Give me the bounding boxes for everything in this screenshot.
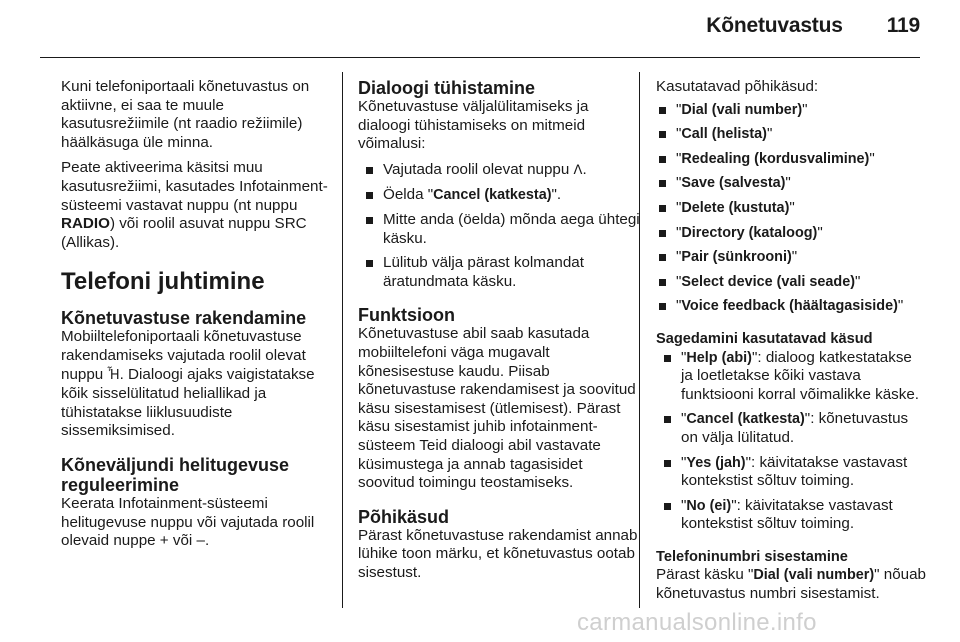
page-header — [706, 14, 920, 38]
list-item: "No (ei)": käivitatakse vastavast kontekstist sõltuv toiming. — [661, 497, 926, 534]
paragraph — [61, 159, 331, 252]
bullet-list — [358, 161, 640, 292]
command-label: No (ei) — [686, 497, 732, 514]
command-label: Pair (sünkrooni) — [681, 249, 792, 266]
command-label: Yes (jah) — [686, 454, 746, 471]
subsection-heading: Põhikäsud — [358, 506, 450, 527]
text: Pärast käsku " — [656, 566, 754, 584]
subsection-heading: Dialoogi tühistamine — [358, 78, 536, 98]
list-item: "Help (abi)": dialoog katkestatakse ja loetletakse kõiki vastava funktsiooni korral võimalikke käske. — [661, 349, 926, 405]
text: " nõuab kõnetuvastus numbri sisestamist. — [656, 566, 926, 603]
list-item: "Call (helista)" — [656, 125, 926, 144]
command-label: Redealing (kordusvalimine) — [681, 150, 870, 167]
end-call-button-icon: ⴷ — [573, 162, 583, 178]
command-label: Select device (vali seade) — [681, 273, 855, 290]
list-item — [363, 186, 640, 205]
text: Mobiiltelefoniportaali kõnetuvastuse rakendamiseks vajutada roolil olevat nuppu — [61, 328, 306, 383]
paragraph: Kõnetuvastuse väljalülitamiseks ja dialoogi tühistamiseks on mitmeid võimalusi: — [358, 98, 589, 153]
list-item: "Dial (vali number)" — [656, 101, 926, 120]
subsection-heading: Sagedamini kasutatavad käsud — [656, 330, 873, 347]
command-label: Delete (kustuta) — [681, 199, 790, 216]
subsection-heading: Kõnetuvastuse rakendamine — [61, 308, 307, 329]
text: : käivitatakse vastavast kontekstist sõltuv toiming. — [681, 496, 893, 533]
command-label: Voice feedback (häältagasiside) — [681, 298, 898, 315]
subsection-heading: Funktsioon — [358, 305, 455, 326]
command-label: Dial (vali number) — [681, 101, 803, 118]
text: Öelda " — [383, 186, 434, 204]
paragraph — [656, 566, 926, 603]
list-item: "Delete (kustuta)" — [656, 199, 926, 218]
paragraph: Pärast kõnetuvastuse rakendamist annab lühike toon märku, et kõnetuvastus ootab sisestust. — [358, 526, 638, 581]
radio-key-label: RADIO — [61, 215, 110, 233]
list-item: "Cancel (katkesta)": kõnetuvastus on välja lülitatud. — [661, 410, 926, 447]
text: : dialoog katkestatakse ja loetletakse kõiki vastava funktsiooni korral võimalikke käske. — [681, 348, 920, 403]
paragraph: Kuni telefoniportaali kõnetuvastus on aktiivne, ei saa te muule kasutusrežiimile (nt raadio režiimile) häälkäsuga üle minna. — [61, 78, 310, 151]
command-label: Help (abi) — [686, 349, 752, 366]
text: : kõnetuvastus on välja lülitatud. — [681, 410, 909, 446]
list-item: Lülitub välja pärast kolmandat äratundmata käsku. — [363, 254, 640, 291]
list-item: "Pair (sünkrooni)" — [656, 248, 926, 267]
text: . Dialoogi ajaks vaigistatakse kõik sisselülitatud heliallikad ja tühistatakse liiklusuudiste sissemiksimised. — [61, 365, 315, 440]
column-divider — [342, 72, 343, 608]
section-heading: Telefoni juhtimine — [61, 268, 265, 296]
list-item: "Redealing (kordusvalimine)" — [656, 150, 926, 169]
paragraph: Keerata Infotainment-süsteemi helitugevuse nuppu või vajutada roolil olevaid nuppe + või –. — [61, 494, 315, 550]
basic-commands-list — [656, 101, 926, 316]
text: Peate aktiveerima käsitsi muu kasutusrežiimi, kasutades Infotainment-süsteemi vastavat nuppu (nt nuppu — [61, 159, 328, 214]
text: Vajutada roolil olevat nuppu — [383, 160, 574, 178]
list-item — [363, 161, 640, 181]
paragraph: Kõnetuvastuse abil saab kasutada mobiiltelefoni väga mugavalt kõnesisestuse kaudu. Piisab kõnetuvastuse rakendamisest ja soovitud käsu sisestamisest (ütlemisest). Pärast käsu sisestamist juhib infotainment-süsteem Teid dialoogi abil vastavate küsimustega ja annab tagasisidet soovitud toimingu teostamiseks. — [358, 325, 636, 492]
list-item: "Select device (vali seade)" — [656, 273, 926, 292]
command-label: Directory (kataloog) — [681, 224, 818, 241]
page-number: 119 — [886, 14, 920, 37]
paragraph — [61, 328, 331, 441]
page-title: Kõnetuvastus — [706, 14, 843, 37]
command-label: Call (helista) — [681, 126, 767, 143]
subsection-heading: Telefoninumbri sisestamine — [656, 548, 848, 565]
list-item: Mitte anda (öelda) mõnda aega ühtegi käsku. — [363, 211, 640, 248]
voice-button-icon: Ἦ — [107, 367, 120, 383]
paragraph: Kasutatavad põhikäsud: — [656, 78, 819, 95]
command-label: Cancel (katkesta) — [433, 187, 552, 204]
list-item: "Yes (jah)": käivitatakse vastavast kontekstist sõltuv toiming. — [661, 454, 926, 491]
list-item: "Directory (kataloog)" — [656, 224, 926, 243]
command-label: Dial (vali number) — [753, 567, 875, 584]
column-2 — [358, 78, 640, 589]
header-rule — [40, 57, 920, 58]
command-label: Cancel (katkesta) — [686, 411, 805, 428]
text: : käivitatakse vastavast kontekstist sõltuv toiming. — [681, 453, 908, 490]
column-1 — [61, 78, 331, 558]
text: ) või roolil asuvat nuppu SRC (Allikas). — [61, 215, 307, 251]
frequent-commands-list — [656, 349, 926, 534]
command-label: Save (salvesta) — [681, 175, 786, 192]
column-3 — [656, 78, 926, 611]
text: ". — [551, 186, 562, 204]
watermark: carmanualsonline.info — [577, 609, 817, 636]
subsection-heading: Kõneväljundi helitugevuse reguleerimine — [61, 454, 290, 495]
text: . — [582, 160, 587, 178]
list-item: "Voice feedback (häältagasiside)" — [656, 297, 926, 316]
list-item: "Save (salvesta)" — [656, 174, 926, 193]
